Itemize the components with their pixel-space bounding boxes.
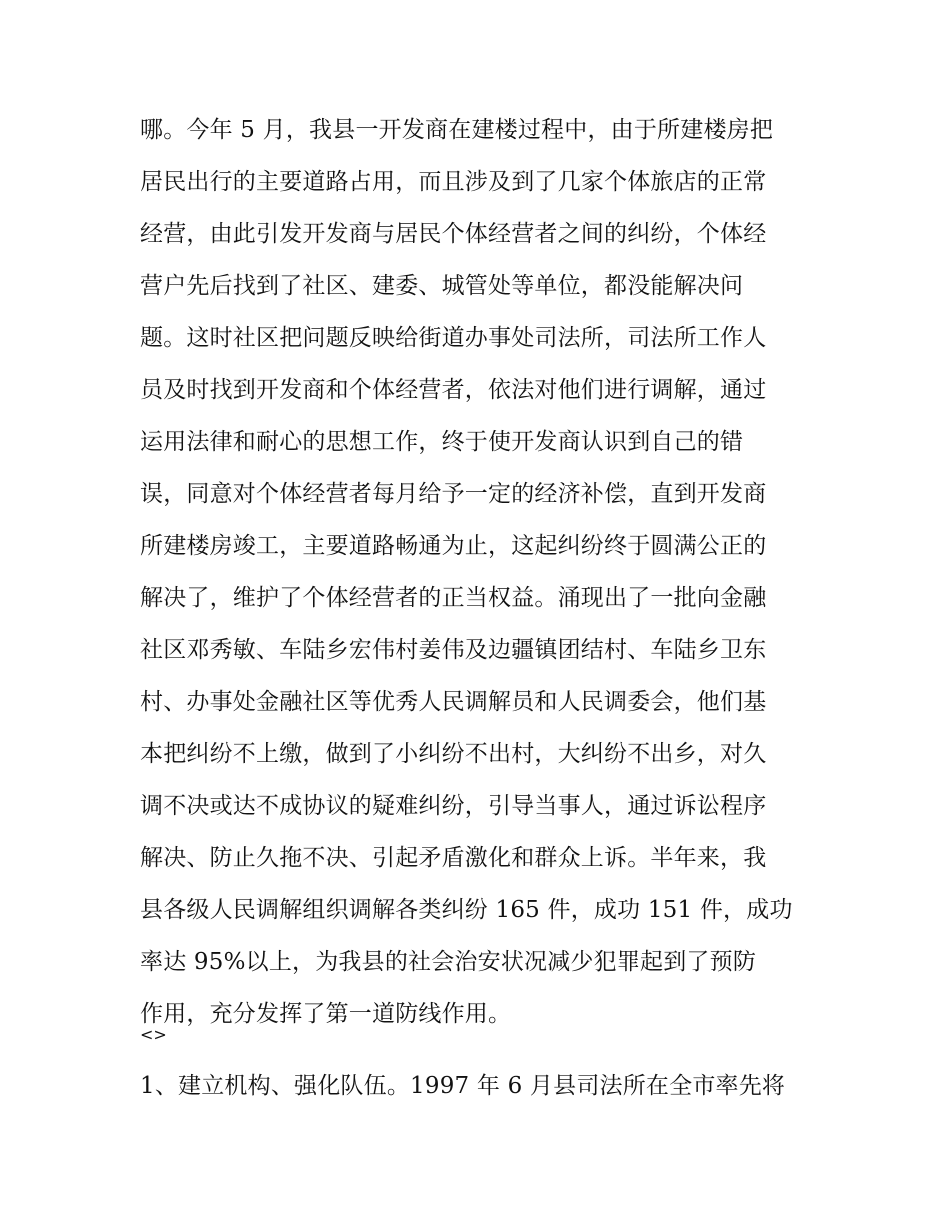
text-line: 解决、防止久拖不决、引起矛盾激化和群众上诉。半年来，我 (140, 845, 767, 871)
text-line: 社区邓秀敏、车陆乡宏伟村姜伟及边疆镇团结村、车陆乡卫东 (140, 637, 767, 663)
text-line: 营户先后找到了社区、建委、城管处等单位，都没能解决问 (140, 273, 744, 299)
numbered-paragraph (140, 1060, 815, 1112)
text-line: 误，同意对个体经营者每月给予一定的经济补偿，直到开发商 (140, 481, 767, 507)
text-line: 调不决或达不成协议的疑难纠纷，引导当事人，通过诉讼程序 (140, 793, 767, 819)
text-line: 本把纠纷不上缴，做到了小纠纷不出村，大纠纷不出乡，对久 (140, 741, 767, 767)
text-line: 员及时找到开发商和个体经营者，依法对他们进行调解，通过 (140, 377, 767, 403)
text-line: 县各级人民调解组织调解各类纠纷 165 件，成功 151 件，成功 (140, 897, 793, 923)
body-paragraph (140, 104, 815, 1040)
text-line: 题。这时社区把问题反映给街道办事处司法所，司法所工作人 (140, 325, 767, 351)
text-line: 作用，充分发挥了第一道防线作用。 (140, 1001, 512, 1027)
text-line: 居民出行的主要道路占用，而且涉及到了几家个体旅店的正常 (140, 169, 767, 195)
text-line: 解决了，维护了个体经营者的正当权益。涌现出了一批向金融 (140, 585, 767, 611)
text-line: 1、建立机构、强化队伍。1997 年 6 月县司法所在全市率先将 (140, 1073, 786, 1099)
text-line: 经营，由此引发开发商与居民个体经营者之间的纠纷，个体经 (140, 221, 767, 247)
text-line: 率达 95%以上，为我县的社会治安状况减少犯罪起到了预防 (140, 949, 757, 975)
text-line: 哪。今年 5 月，我县一开发商在建楼过程中，由于所建楼房把 (140, 117, 774, 143)
text-line: 村、办事处金融社区等优秀人民调解员和人民调委会，他们基 (140, 689, 767, 715)
section-marker: <> (140, 1025, 167, 1044)
text-line: 运用法律和耐心的思想工作，终于使开发商认识到自己的错 (140, 429, 744, 455)
text-line: 所建楼房竣工，主要道路畅通为止，这起纠纷终于圆满公正的 (140, 533, 767, 559)
